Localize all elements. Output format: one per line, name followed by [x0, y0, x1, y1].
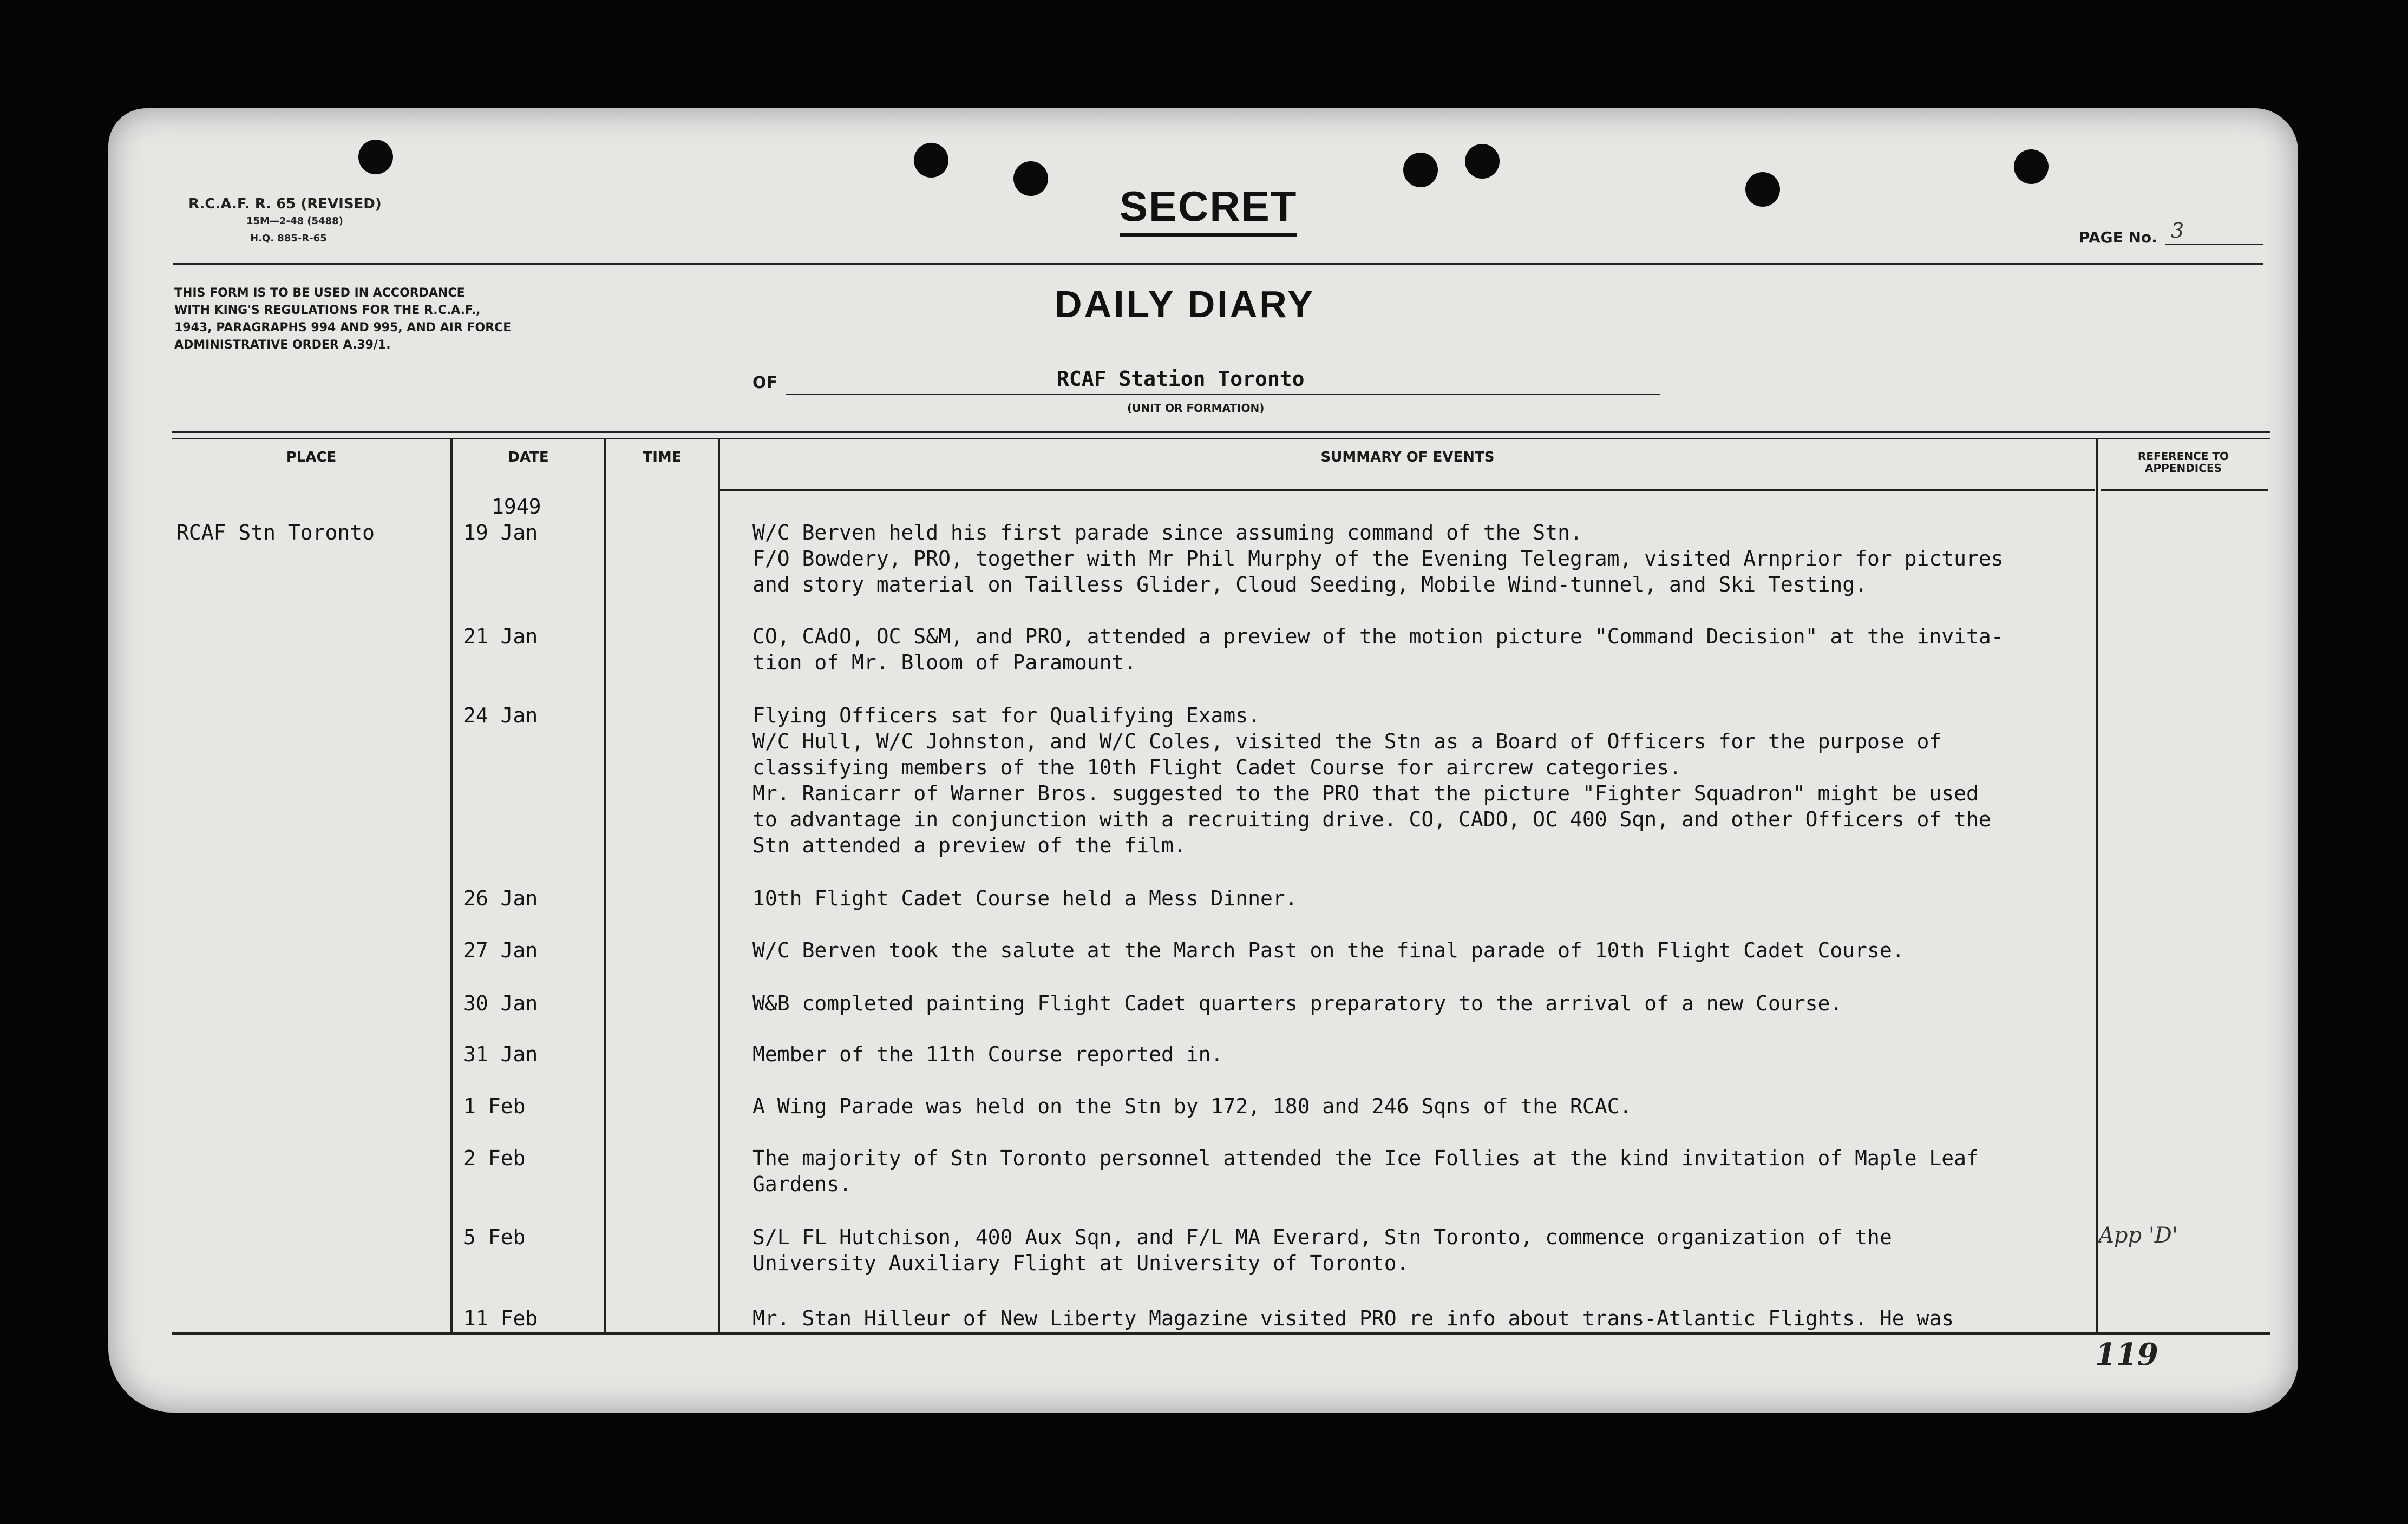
punch-hole — [2014, 149, 2049, 184]
unit-line — [786, 394, 1660, 395]
entry-summary: W&B completed painting Flight Cadet quarters preparatory to the arrival of a new Course. — [752, 991, 1843, 1015]
entry-date: 30 Jan — [463, 991, 538, 1015]
regulation-note: THIS FORM IS TO BE USED IN ACCORDANCE WITH KING'S REGULATIONS FOR THE R.C.A.F., 1943, PARAGRAPHS 994 AND 995, AND AIR FORCE ADMINISTRATIVE ORDER A.39/1. — [174, 286, 512, 352]
entry-summary: CO, CAdO, OC S&M, and PRO, attended a preview of the motion picture "Command Decision" at the invita- tion of Mr. Bloom of Paramount. — [752, 625, 2004, 674]
column-divider — [718, 439, 720, 1332]
entry-summary: A Wing Parade was held on the Stn by 172, 180 and 246 Sqns of the RCAC. — [752, 1094, 1632, 1118]
punch-hole — [1745, 172, 1780, 207]
unit-name: RCAF Station Toronto — [1057, 367, 1305, 391]
page-number-line — [2165, 244, 2263, 245]
form-title: DAILY DIARY — [1055, 283, 1315, 325]
column-divider — [2096, 439, 2098, 1332]
entry-summary: The majority of Stn Toronto personnel attended the Ice Follies at the kind invitation of Maple Leaf Gardens. — [752, 1146, 1979, 1196]
appendix-reference: App 'D' — [2098, 1223, 2178, 1248]
column-header-reference: REFERENCE TO APPENDICES — [2137, 450, 2229, 475]
page-number: 3 — [2171, 219, 2184, 242]
entry-summary: S/L FL Hutchison, 400 Aux Sqn, and F/L MA Everard, Stn Toronto, commence organization of the University Auxiliary Flight at University of Toronto. — [752, 1225, 1892, 1275]
entry-date: 19 Jan — [463, 521, 538, 544]
hq-reference: H.Q. 885-R-65 — [250, 233, 327, 244]
punch-hole — [1013, 161, 1048, 196]
entry-summary: W/C Berven held his first parade since assuming command of the Stn. F/O Bowdery, PRO, together with Mr Phil Murphy of the Evening Telegram, visited Arnprior for pictures and story material on Tailless Glider, Cloud Seeding, Mobile Wind-tunnel, and Ski Testing. — [752, 521, 2004, 596]
entry-summary: Member of the 11th Course reported in. — [752, 1042, 1223, 1066]
entry-date: 24 Jan — [463, 704, 538, 727]
form-number: R.C.A.F. R. 65 (REVISED) — [188, 196, 382, 212]
place: RCAF Stn Toronto — [176, 521, 375, 544]
column-header-rule — [2101, 489, 2268, 491]
punch-hole — [914, 143, 948, 178]
year: 1949 — [492, 495, 541, 518]
table-top-rule — [172, 438, 2270, 439]
entry-date: 26 Jan — [463, 886, 538, 910]
of-label: OF — [752, 373, 777, 392]
entry-date: 1 Feb — [463, 1094, 526, 1118]
column-header-summary: SUMMARY OF EVENTS — [1320, 449, 1495, 465]
security-classification: SECRET — [1120, 182, 1297, 237]
diary-page — [108, 108, 2298, 1413]
page-number-label: PAGE No. — [2079, 228, 2157, 246]
header-rule — [173, 263, 2263, 265]
entry-summary: Mr. Stan Hilleur of New Liberty Magazine visited PRO re info about trans-Atlantic Flights. He was — [752, 1306, 1954, 1330]
unit-caption: (UNIT OR FORMATION) — [1127, 402, 1265, 415]
entry-date: 2 Feb — [463, 1146, 526, 1170]
table-bottom-rule — [172, 1332, 2270, 1335]
entry-date: 27 Jan — [463, 938, 538, 962]
entry-date: 21 Jan — [463, 625, 538, 648]
column-header-rule — [720, 489, 2095, 491]
punch-hole — [1403, 153, 1438, 187]
column-divider — [450, 439, 453, 1332]
entry-date: 5 Feb — [463, 1225, 526, 1249]
punch-hole — [1465, 144, 1500, 179]
column-header-place: PLACE — [286, 449, 337, 465]
entry-summary: 10th Flight Cadet Course held a Mess Dinner. — [752, 886, 1298, 910]
table-top-rule — [172, 431, 2270, 433]
column-divider — [604, 439, 606, 1332]
column-header-time: TIME — [643, 449, 682, 465]
print-code: 15M—2-48 (5488) — [246, 215, 343, 227]
column-header-date: DATE — [508, 449, 549, 465]
folio-number: 119 — [2095, 1337, 2158, 1372]
entry-summary: W/C Berven took the salute at the March Past on the final parade of 10th Flight Cadet Course. — [752, 938, 1905, 962]
entry-summary: Flying Officers sat for Qualifying Exams. W/C Hull, W/C Johnston, and W/C Coles, visited the Stn as a Board of Officers for the purpose of classifying members of the 10th Flight Cadet Course for aircrew categories. Mr. Ranicarr of Warner Bros. suggested to the PRO that the picture "Fighter Squadron" might be used to advantage in conjunction with a recruiting drive. CO, CADO, OC 400 Sqn, and other Officers of the Stn attended a preview of the film. — [752, 704, 1991, 857]
entry-date: 31 Jan — [463, 1042, 538, 1066]
entry-date: 11 Feb — [463, 1306, 538, 1330]
punch-hole — [358, 140, 393, 174]
